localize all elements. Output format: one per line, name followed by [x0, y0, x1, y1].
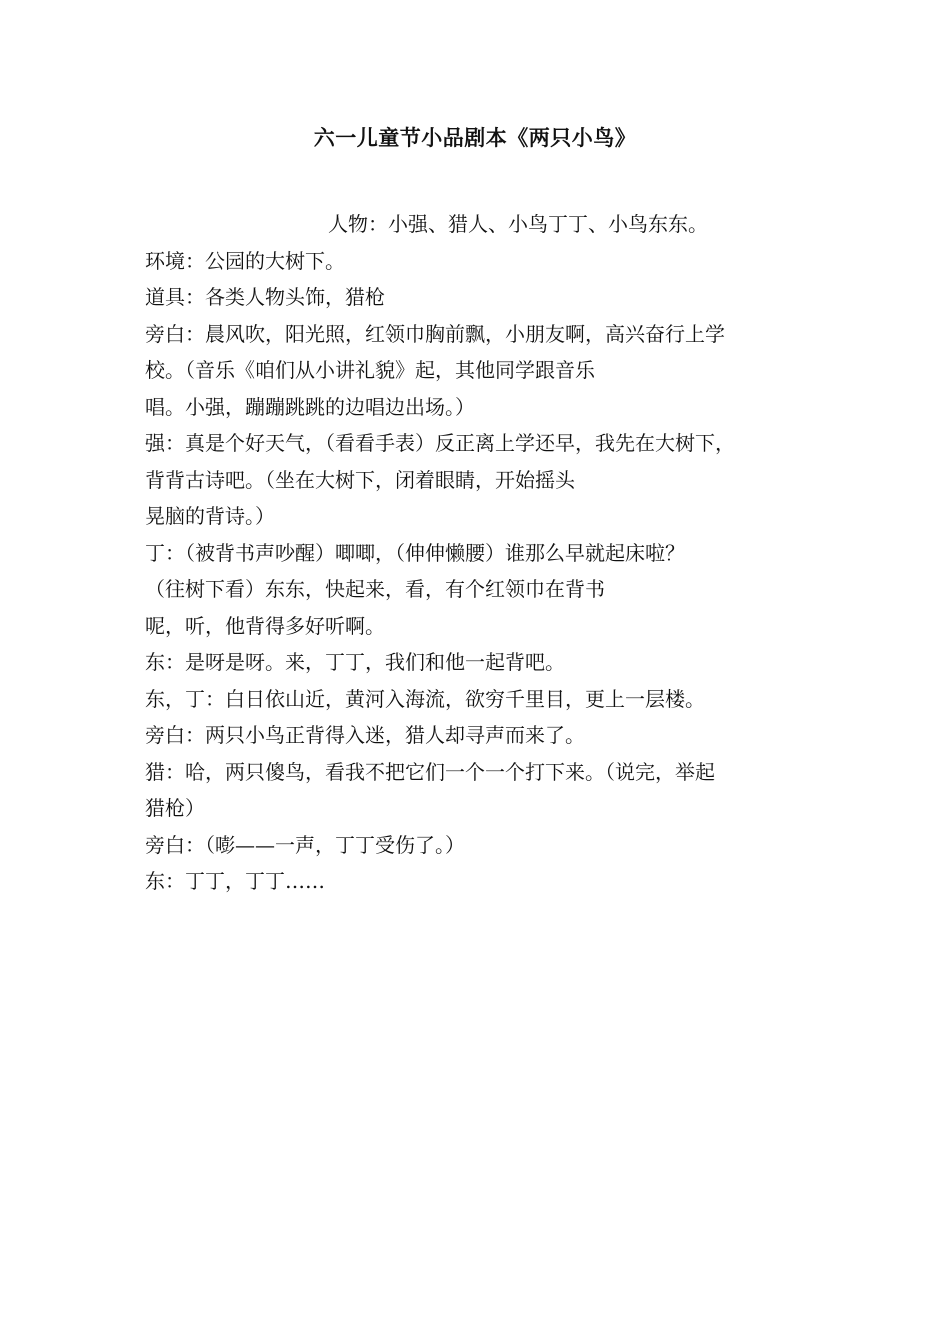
dialogue-line: 呢，听，他背得多好听啊。: [145, 613, 385, 638]
dialogue-line: 东：是呀是呀。来，丁丁，我们和他一起背吧。: [145, 650, 565, 674]
narration-line: 唱。小强，蹦蹦跳跳的边唱边出场。）: [145, 394, 475, 419]
narration-line: 校。（音乐《咱们从小讲礼貌》起，其他同学跟音乐: [145, 358, 595, 382]
narration-line: 旁白：两只小鸟正背得入迷，猎人却寻声而来了。: [145, 723, 585, 747]
dialogue-line: 强：真是个好天气，（看看手表）反正离上学还早，我先在大树下，: [145, 431, 735, 455]
document-title: 六一儿童节小品剧本《两只小鸟》: [313, 125, 637, 150]
props-line: 道具：各类人物头饰，猎枪: [145, 285, 385, 309]
dialogue-line: 东，丁：白日依山近，黄河入海流，欲穷千里目，更上一层楼。: [145, 686, 705, 711]
dialogue-line: 东：丁丁，丁丁……: [145, 869, 325, 893]
dialogue-line: 晃脑的背诗。）: [145, 504, 275, 528]
dialogue-line: 丁：（被背书声吵醒）唧唧，（伸伸懒腰）谁那么早就起床啦？: [145, 540, 685, 565]
narration-line: 旁白：（嘭——一声，丁丁受伤了。）: [145, 832, 465, 857]
dialogue-line: 猎：哈，两只傻鸟，看我不把它们一个一个打下来。（说完，举起: [145, 759, 715, 784]
dialogue-line: 猎枪）: [145, 796, 205, 820]
script-body: [145, 206, 835, 900]
dialogue-line: （往树下看）东东，快起来，看，有个红领巾在背书: [145, 577, 605, 601]
characters-line: 人物：小强、猎人、小鸟丁丁、小鸟东东。: [328, 212, 708, 236]
narration-line: 旁白：晨风吹，阳光照，红领巾胸前飘，小朋友啊，高兴奋行上学: [145, 321, 725, 346]
dialogue-line: 背背古诗吧。（坐在大树下，闭着眼睛，开始摇头: [145, 467, 575, 492]
setting-line: 环境：公园的大树下。: [145, 248, 345, 273]
